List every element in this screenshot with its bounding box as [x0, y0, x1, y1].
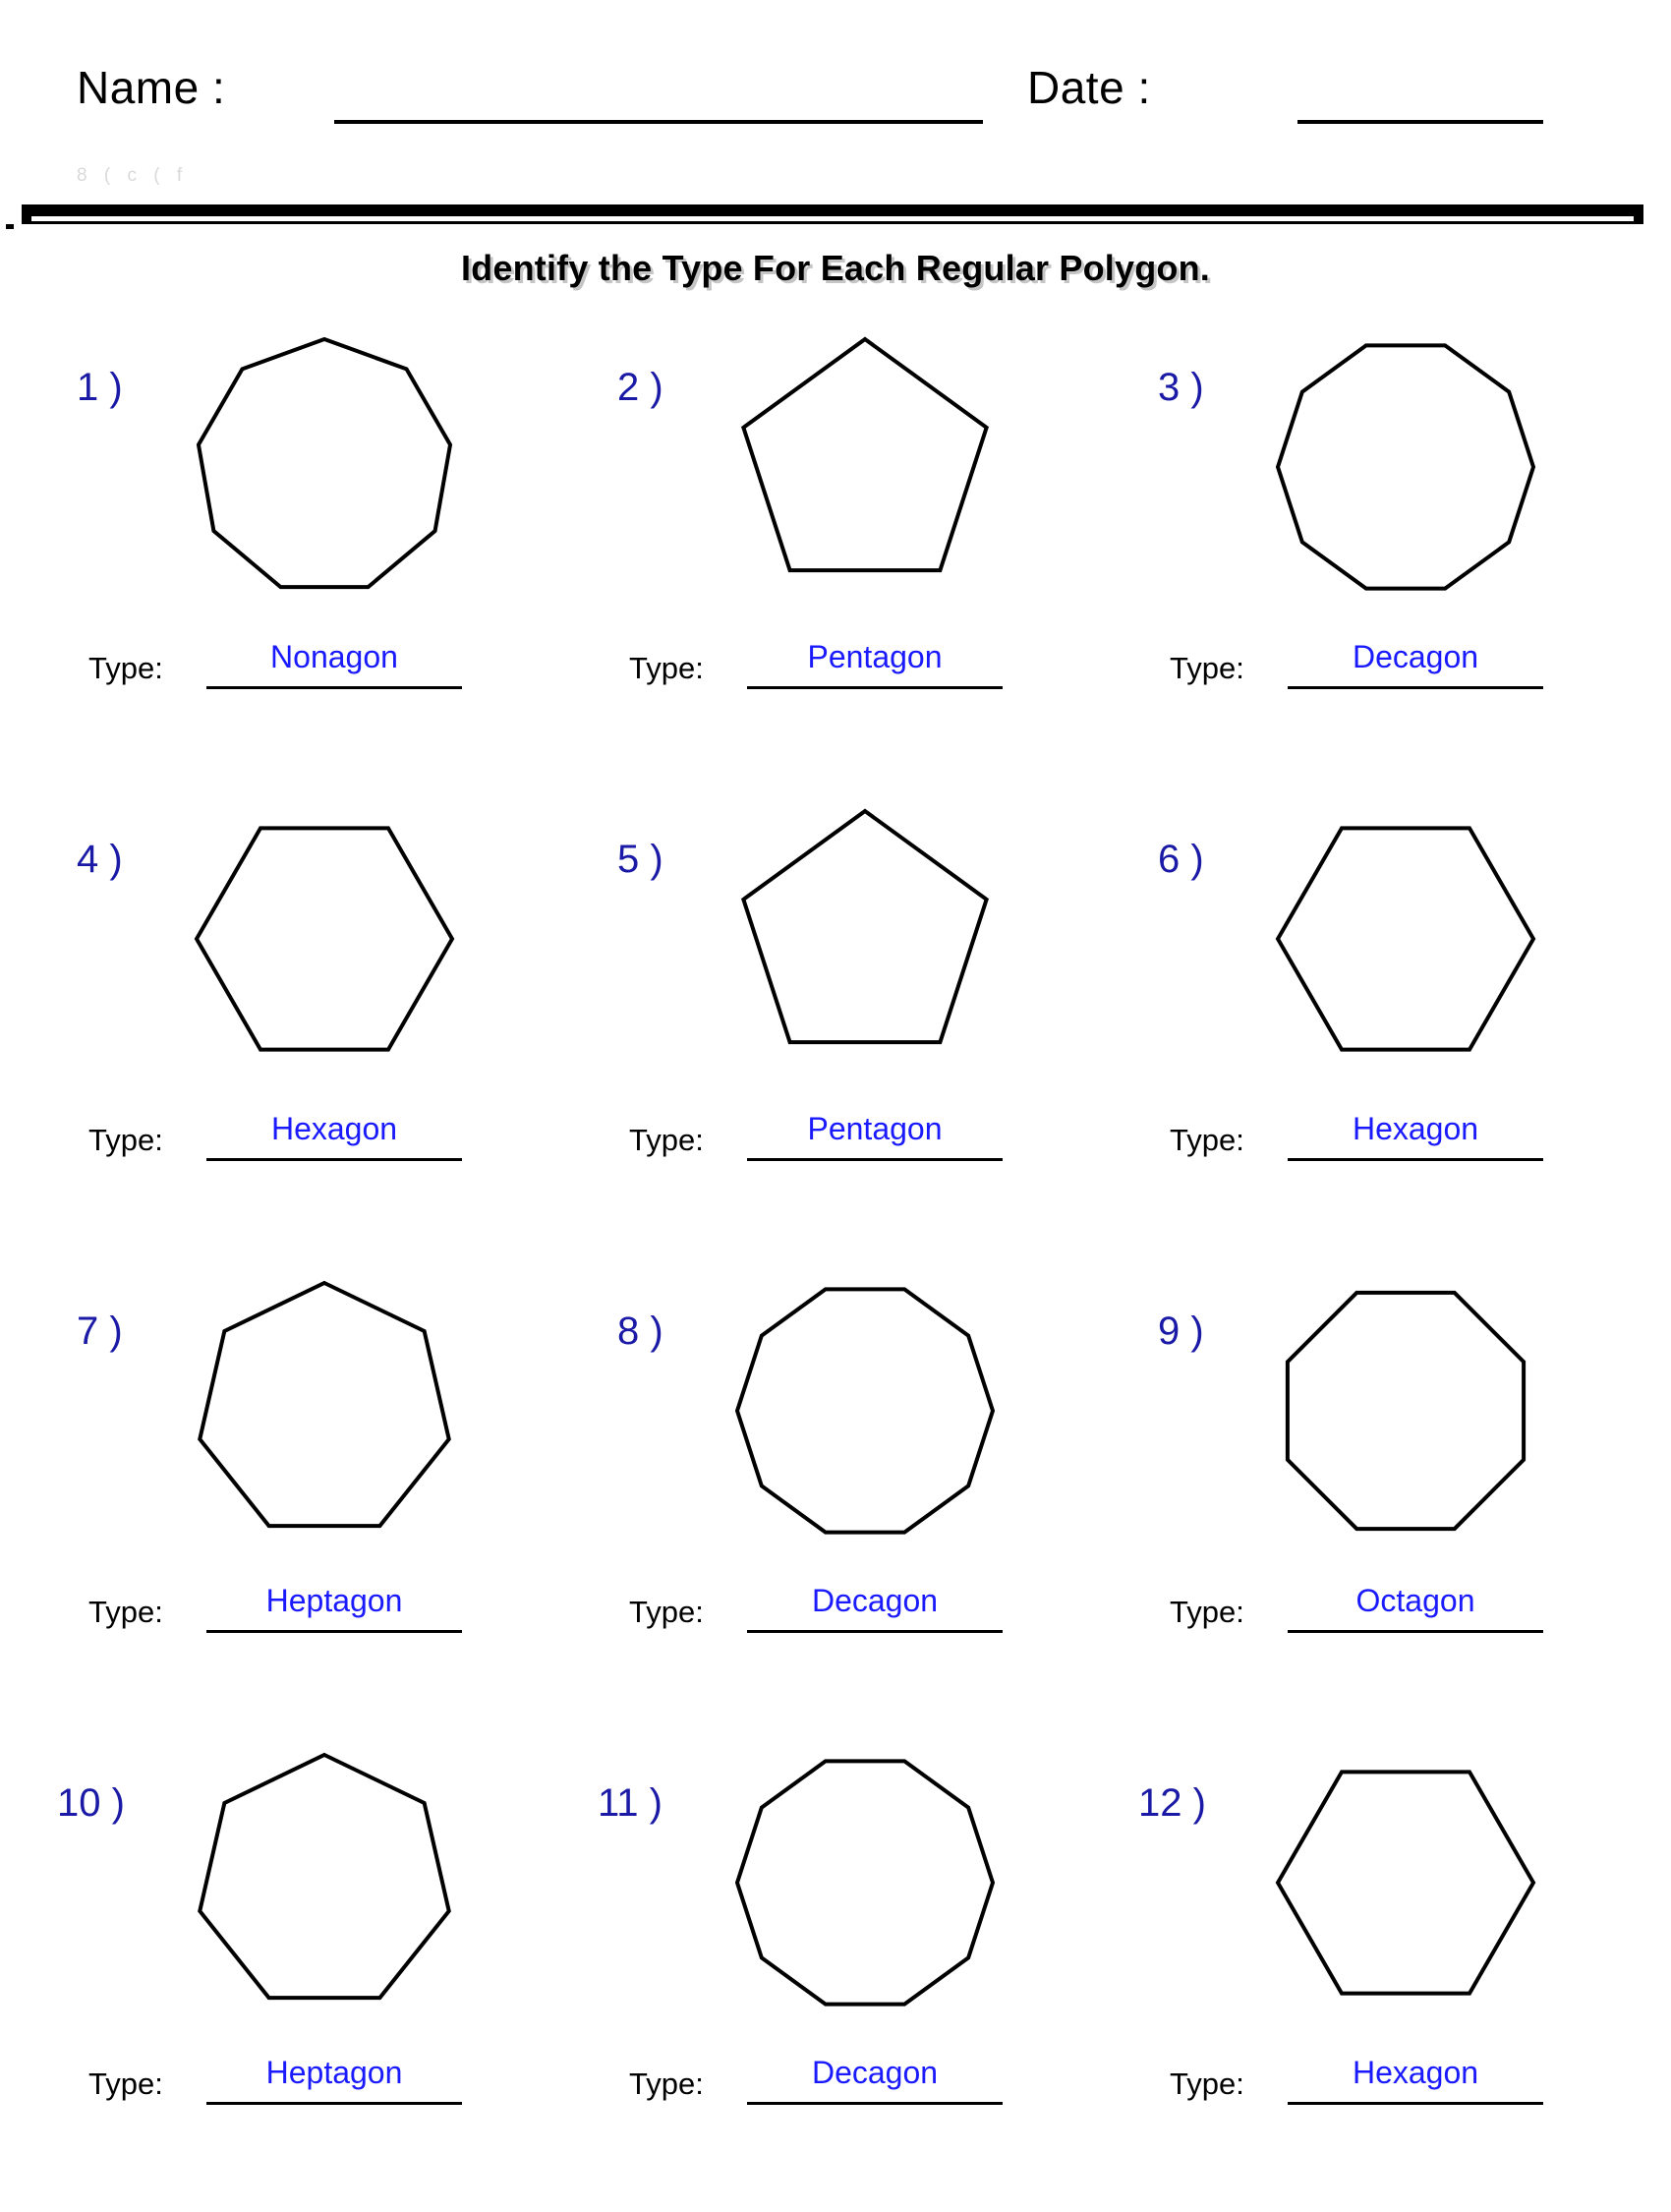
answer-text: Decagon — [811, 2055, 939, 2090]
problem-cell — [29, 796, 575, 1268]
divider-inner-gap — [31, 216, 1634, 221]
answer-text: Hexagon — [1352, 1111, 1479, 1146]
answer-row — [1140, 1573, 1632, 1642]
answer-text: Hexagon — [1352, 2055, 1479, 2090]
answer-input-line[interactable] — [747, 1101, 1003, 1161]
problem-cell — [29, 324, 575, 796]
answer-input-line[interactable] — [1288, 629, 1543, 689]
name-label: Name : — [77, 62, 226, 113]
answer-row — [600, 629, 1091, 698]
problem-cell — [570, 1740, 1116, 2212]
question-number: 1 ) — [77, 366, 123, 409]
answer-text: Heptagon — [265, 2055, 403, 2090]
answer-input-line[interactable] — [1288, 1101, 1543, 1161]
problem-cell — [29, 1268, 575, 1740]
worksheet-header — [0, 0, 1671, 197]
date-label: Date : — [1027, 62, 1151, 113]
type-label: Type: — [629, 651, 704, 685]
type-label: Type: — [629, 2066, 704, 2101]
answer-text: Nonagon — [270, 639, 398, 674]
polygon-shape — [182, 1740, 467, 2025]
answer-text: Decagon — [811, 1583, 939, 1618]
type-label: Type: — [1170, 1123, 1244, 1157]
question-number: 7 ) — [77, 1310, 123, 1353]
type-label: Type: — [629, 1123, 704, 1157]
answer-row — [1140, 629, 1632, 698]
page-title: Identify the Type For Each Regular Polygon. — [460, 248, 1211, 288]
answer-row — [59, 2045, 550, 2114]
answer-row — [59, 629, 550, 698]
problem-cell — [1111, 1268, 1656, 1740]
question-number: 4 ) — [77, 838, 123, 881]
question-number: 10 ) — [57, 1781, 125, 1825]
answer-input-line[interactable] — [206, 1573, 462, 1633]
question-number: 3 ) — [1158, 366, 1204, 409]
question-number: 5 ) — [617, 838, 663, 881]
question-number: 6 ) — [1158, 838, 1204, 881]
answer-text: Heptagon — [265, 1583, 403, 1618]
answer-input-line[interactable] — [747, 2045, 1003, 2105]
type-label: Type: — [88, 651, 163, 685]
answer-row — [600, 1573, 1091, 1642]
question-number: 2 ) — [617, 366, 663, 409]
answer-row — [600, 1101, 1091, 1170]
problem-row — [0, 1268, 1671, 1740]
header-divider-bar — [22, 204, 1643, 224]
question-number: 8 ) — [617, 1310, 663, 1353]
answer-row — [1140, 2045, 1632, 2114]
polygon-shape — [722, 324, 1008, 610]
problem-row — [0, 324, 1671, 796]
answer-input-line[interactable] — [1288, 2045, 1543, 2105]
polygon-shape — [1263, 1268, 1548, 1553]
problem-cell — [1111, 1740, 1656, 2212]
answer-text: Hexagon — [270, 1111, 398, 1146]
answer-row — [59, 1573, 550, 1642]
date-input-line[interactable] — [1297, 120, 1543, 124]
polygon-shape — [182, 324, 467, 610]
problem-grid — [0, 324, 1671, 2212]
answer-text: Decagon — [1352, 639, 1479, 674]
type-label: Type: — [629, 1595, 704, 1629]
answer-row — [59, 1101, 550, 1170]
divider-left-tick — [6, 224, 14, 229]
problem-cell — [570, 324, 1116, 796]
problem-cell — [1111, 324, 1656, 796]
answer-input-line[interactable] — [206, 629, 462, 689]
answer-input-line[interactable] — [206, 1101, 462, 1161]
answer-input-line[interactable] — [1288, 1573, 1543, 1633]
question-number: 11 ) — [598, 1781, 663, 1825]
answer-text: Octagon — [1355, 1583, 1475, 1618]
polygon-shape — [1263, 1740, 1548, 2025]
type-label: Type: — [88, 1595, 163, 1629]
question-number: 12 ) — [1138, 1781, 1206, 1825]
answer-input-line[interactable] — [206, 2045, 462, 2105]
answer-text: Pentagon — [807, 639, 943, 674]
answer-row — [1140, 1101, 1632, 1170]
polygon-shape — [1263, 324, 1548, 610]
answer-input-line[interactable] — [747, 629, 1003, 689]
answer-input-line[interactable] — [747, 1573, 1003, 1633]
polygon-shape — [722, 796, 1008, 1081]
problem-cell — [570, 1268, 1116, 1740]
problem-cell — [570, 796, 1116, 1268]
type-label: Type: — [1170, 2066, 1244, 2101]
polygon-shape — [1263, 796, 1548, 1081]
problem-row — [0, 1740, 1671, 2212]
polygon-shape — [182, 796, 467, 1081]
problem-cell — [29, 1740, 575, 2212]
problem-row — [0, 796, 1671, 1268]
polygon-shape — [722, 1268, 1008, 1553]
polygon-shape — [182, 1268, 467, 1553]
type-label: Type: — [1170, 651, 1244, 685]
problem-cell — [1111, 796, 1656, 1268]
type-label: Type: — [88, 2066, 163, 2101]
name-input-line[interactable] — [334, 120, 983, 124]
answer-row — [600, 2045, 1091, 2114]
type-label: Type: — [88, 1123, 163, 1157]
type-label: Type: — [1170, 1595, 1244, 1629]
answer-text: Pentagon — [807, 1111, 943, 1146]
question-number: 9 ) — [1158, 1310, 1204, 1353]
polygon-shape — [722, 1740, 1008, 2025]
scan-artifact-text: 8 ( c ( f — [77, 165, 189, 186]
